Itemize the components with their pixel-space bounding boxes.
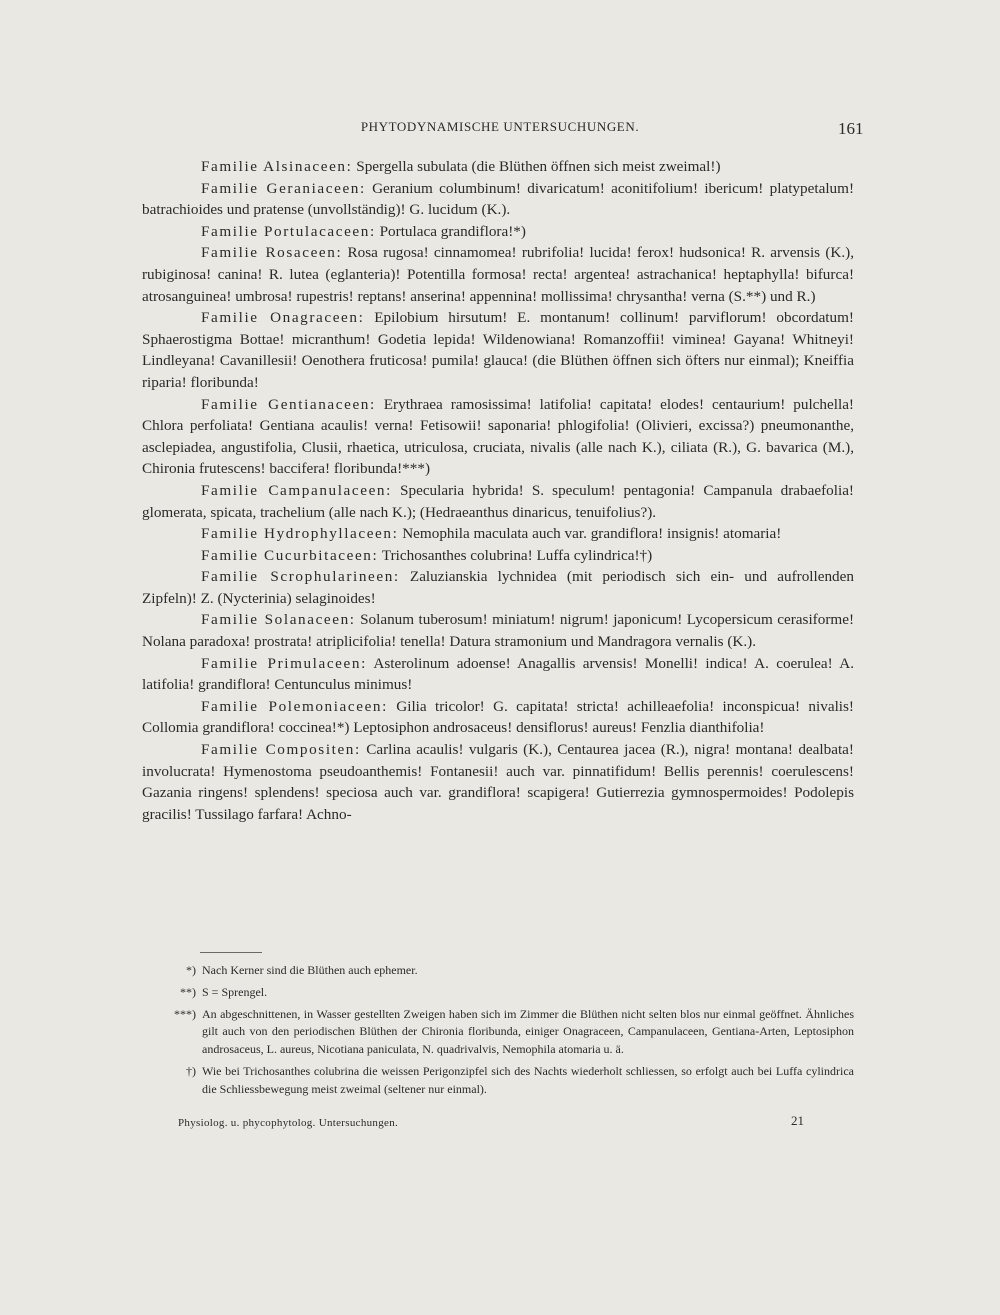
paragraph-primulaceen bbox=[142, 653, 854, 696]
family-label: Familie Onagraceen: bbox=[201, 309, 365, 327]
paragraph-text: Solanum tuberosum! miniatum! nigrum! japonicum! Lycopersicum cerasiforme! Nolana paradoxa! prostrata! atriplicifolia! tenella! Datura stramonium und Mandragora vernalis (K.). bbox=[142, 611, 854, 651]
family-label: Familie Polemoniaceen: bbox=[201, 697, 388, 715]
family-label: Familie Portulacaceen: bbox=[201, 222, 376, 240]
paragraph-polemoniaceen bbox=[142, 696, 854, 739]
footnote-mark: **) bbox=[180, 984, 196, 999]
footnote bbox=[142, 1063, 854, 1099]
paragraph-portulacaceen bbox=[142, 221, 854, 243]
family-label: Familie Solanaceen: bbox=[201, 611, 356, 629]
family-label: Familie Hydrophyllaceen: bbox=[201, 525, 399, 543]
family-label: Familie Cucurbitaceen: bbox=[201, 546, 379, 564]
paragraph-text: Trichosanthes colubrina! Luffa cylindrica!†) bbox=[378, 546, 653, 564]
footnote-text: Wie bei Trichosanthes colubrina die weissen Perigonzipfel sich des Nachts wiederholt schliessen, so erfolgt auch bei Luffa cylindrica die Schliessbewegung meist zweimal (seltener nur einmal). bbox=[202, 1063, 854, 1096]
footnote-text: An abgeschnittenen, in Wasser gestellten Zweigen haben sich im Zimmer die Blüthen nicht selten blos nur einmal geöffnet. Ähnliches gilt auch von den periodischen Blüthen der Chironia floribunda, einiger Onagraceen, Campanulaceen, Gentiana-Arten, Leptosiphon androsaceus, L. aureus, Nicotiana paniculata, N. quadrivalvis, Nemophila atomaria u. ä. bbox=[202, 1006, 854, 1057]
paragraph-scrophularineen bbox=[142, 566, 854, 609]
paragraph-text: Zaluzianskia lychnidea (mit periodisch sich ein- und aufrollenden Zipfeln)! Z. (Nycterinia) selaginoides! bbox=[142, 568, 854, 607]
footer-title: Physiolog. u. phycophytolog. Untersuchungen. bbox=[178, 1117, 399, 1129]
paragraph-cucurbitaceen bbox=[142, 545, 854, 567]
paragraph-text: Erythraea ramosissima! latifolia! capitata! elodes! centaurium! pulchella! Chlora perfoliata! Gentiana acaulis! verna! Fetisowii! saponaria! phlogifolia! (Olivieri, excissa?) pneumonanthe, asclepiadea, angustifolia, Clusii, rhaetica, utriculosa, cruciata, nivalis (alle nach K.), ciliata (R.), G. bavarica (M.), Chironia frutescens! baccifera! floribunda!***) bbox=[142, 395, 854, 478]
paragraph-onagraceen bbox=[142, 307, 854, 393]
family-label: Familie Primulaceen: bbox=[201, 654, 367, 672]
family-label: Familie Alsinaceen: bbox=[201, 158, 353, 175]
footnote-text: Nach Kerner sind die Blüthen auch ephemer. bbox=[202, 963, 418, 977]
paragraph-text: Carlina acaulis! vulgaris (K.), Centaurea jacea (R.), nigra! montana! dealbata! involucrata! Hymenostoma pseudoanthemis! Fontanesii! auch var. pinnatifidum! Bellis perennis! coerulescens! Gazania ringens! splendens! speciosa auch var. grandiflora! scapigera! Gutierrezia gymnospermoides! Podolepis gracilis! Tussilago farfara! Achno- bbox=[142, 741, 854, 823]
paragraph-text: Portulaca grandiflora!*) bbox=[375, 222, 526, 240]
body-text bbox=[142, 156, 854, 825]
paragraph-geraniaceen bbox=[142, 178, 854, 221]
paragraph-text: Nemophila maculata auch var. grandiflora! insignis! atomaria! bbox=[398, 525, 782, 543]
paragraph-text: Epilobium hirsutum! E. montanum! collinum! parviflorum! obcordatum! Sphaerostigma Bottae! micranthum! Godetia lepida! Wildenowiana! Romanzoffii! viminea! Gayana! Whitneyi! Lindleyana! Cavanillesii! Oenothera fruticosa! pumila! glauca! (die Blüthen öffnen sich öfters nur einmal); Kneiffia riparia! floribunda! bbox=[142, 309, 854, 391]
footnote bbox=[142, 962, 854, 980]
footnote bbox=[142, 1006, 854, 1059]
family-label: Familie Gentianaceen: bbox=[201, 395, 376, 413]
paragraph-text: Geranium columbinum! divaricatum! aconitifolium! ibericum! platypetalum! batrachioides und pratense (unvollständig)! G. lucidum (K.). bbox=[142, 179, 854, 219]
paragraph-text: Gilia tricolor! G. capitata! stricta! achilleaefolia! inconspicua! nivalis! Collomia grandiflora! coccinea!*) Leptosiphon androsaceus! densiflorus! aureus! Fenzlia dianthifolia! bbox=[142, 697, 854, 737]
paragraph-campanulaceen bbox=[142, 480, 854, 523]
family-label: Familie Scrophularineen: bbox=[201, 568, 400, 586]
paragraph-gentianaceen bbox=[142, 394, 854, 480]
paragraph-text: Asterolinum adoense! Anagallis arvensis! Monelli! indica! A. coerulea! A. latifolia! grandiflora! Centunculus minimus! bbox=[142, 654, 854, 694]
paragraph-rosaceen bbox=[142, 242, 854, 307]
footnote bbox=[142, 984, 854, 1002]
sheet-signature-number: 21 bbox=[791, 1113, 804, 1128]
paragraph-compositen bbox=[142, 739, 854, 825]
family-label: Familie Campanulaceen: bbox=[201, 481, 392, 499]
paragraph-text: Rosa rugosa! cinnamomea! rubrifolia! lucida! ferox! hudsonica! R. arvensis (K.), rubiginosa! canina! R. lutea (eglanteria)! Potentilla formosa! recta! argentea! astrachanica! heptaphylla! bifurca! atrosanguinea! umbrosa! rupestris! reptans! anserina! appennina! mollissima! chrysantha! verna (S.**) und R.) bbox=[142, 244, 854, 305]
paragraph-alsinaceen bbox=[142, 156, 854, 178]
footnotes bbox=[142, 962, 854, 1103]
paragraph-hydrophyllaceen bbox=[142, 523, 854, 545]
footnote-text: S = Sprengel. bbox=[202, 984, 268, 999]
footnote-mark: *) bbox=[186, 963, 196, 977]
family-label: Familie Rosaceen: bbox=[201, 244, 343, 262]
page-number: 161 bbox=[838, 119, 864, 138]
family-label: Familie Compositen: bbox=[201, 741, 361, 759]
paragraph-text: Specularia hybrida! S. speculum! pentagonia! Campanula drabaefolia! glomerata, spicata, trachelium (alle nach K.); (Hedraeanthus dinaricus, tenuifolius?). bbox=[142, 481, 854, 521]
paragraph-text: Spergella subulata (die Blüthen öffnen sich meist zweimal!) bbox=[352, 158, 721, 175]
paragraph-solanaceen bbox=[142, 609, 854, 652]
running-head: PHYTODYNAMISCHE UNTERSUCHUNGEN. bbox=[360, 119, 640, 134]
family-label: Familie Geraniaceen: bbox=[201, 179, 366, 197]
footnote-divider bbox=[200, 952, 262, 953]
footnote-mark: ***) bbox=[174, 1006, 196, 1021]
footnote-mark: †) bbox=[186, 1063, 196, 1078]
